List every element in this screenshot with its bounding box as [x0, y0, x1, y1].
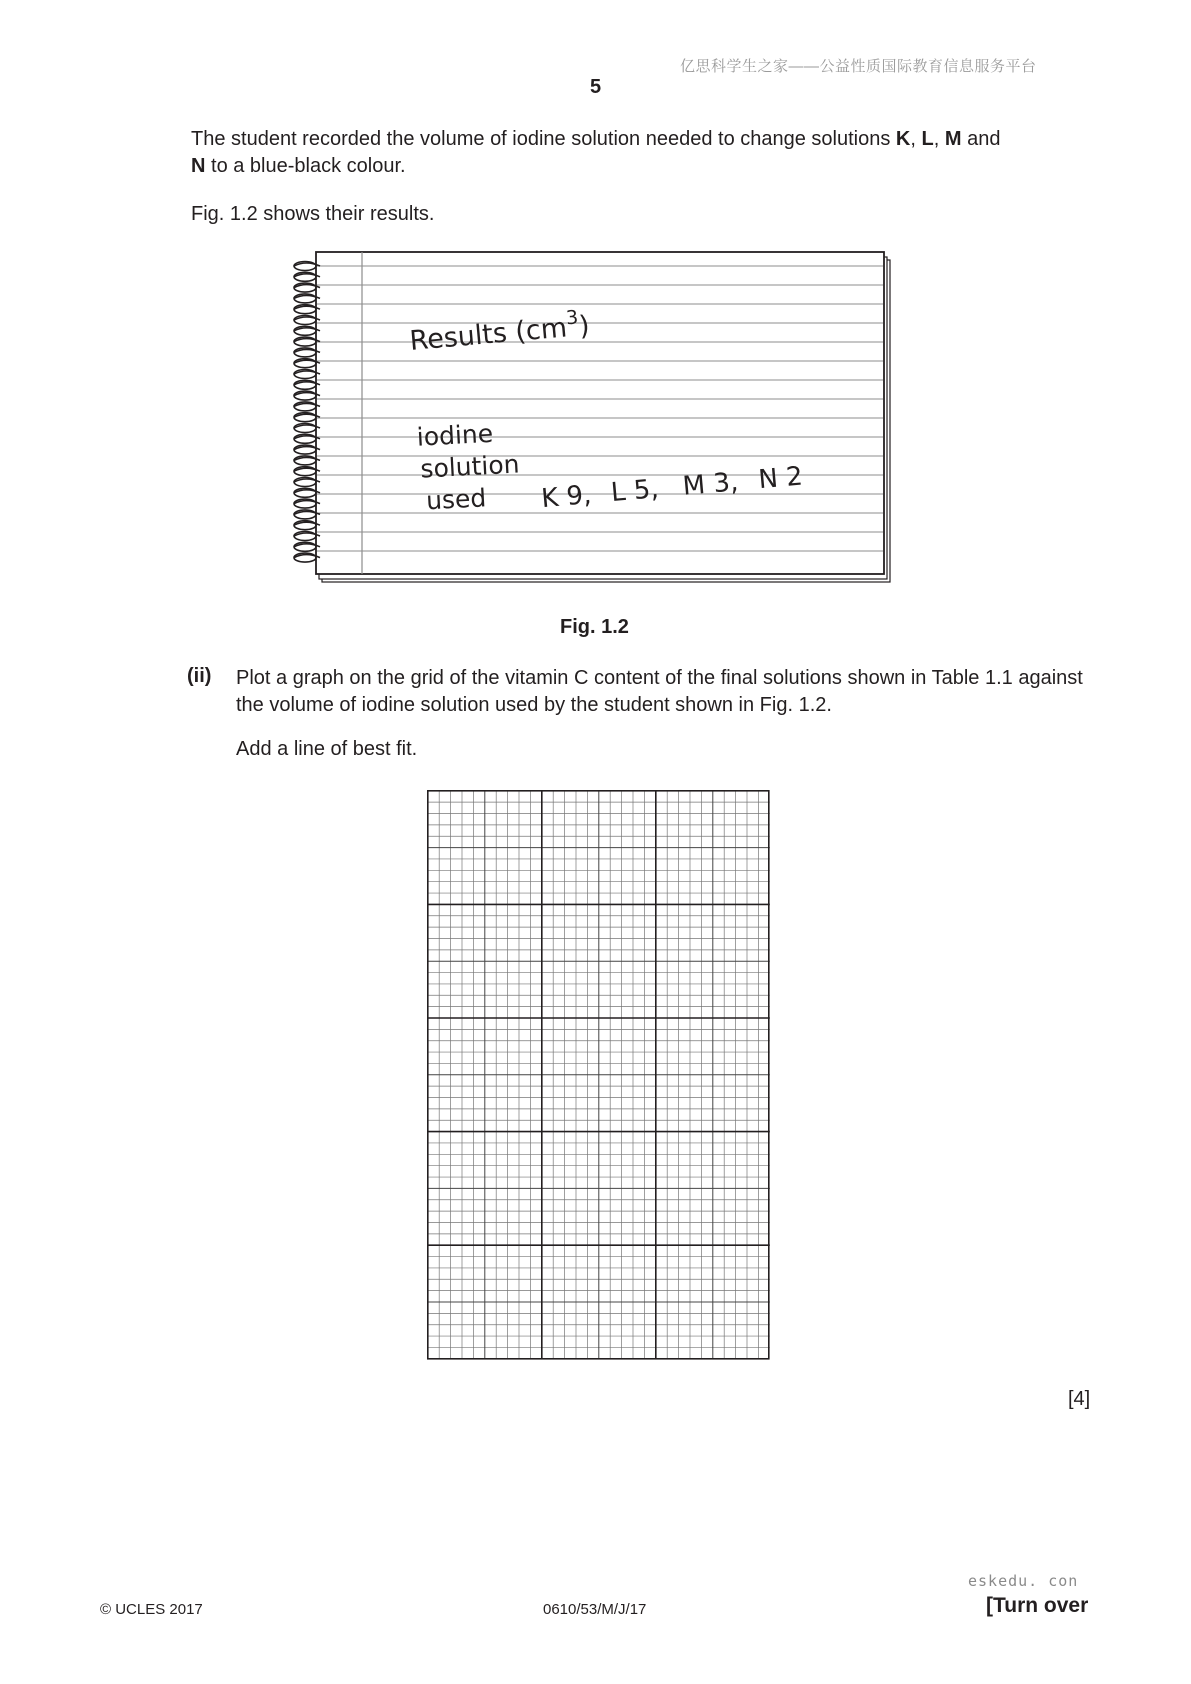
result-m: M 3, — [681, 467, 740, 502]
intro-text-b: to a blue-black colour. — [205, 155, 406, 177]
intro-sep-1: , — [910, 128, 922, 150]
solution-n: N — [191, 155, 206, 177]
figure-caption: Fig. 1.2 — [560, 616, 629, 638]
footer-watermark: eskedu. con — [968, 1572, 1079, 1590]
marks-allocation: [4] — [1068, 1388, 1091, 1410]
turn-over-label: [Turn over — [986, 1594, 1089, 1617]
footer-copyright: © UCLES 2017 — [100, 1601, 203, 1618]
results-heading: Results $(cm^3)$ — [408, 306, 591, 358]
intro-paragraph — [191, 126, 1096, 180]
solution-k: K — [895, 128, 911, 150]
result-l: L 5, — [609, 474, 660, 509]
label-line-solution: solution — [419, 449, 521, 484]
result-k: K 9, — [540, 479, 593, 515]
label-line-used: used — [425, 483, 487, 516]
question-text: Plot a graph on the grid of the vitamin C content of the final solutions shown in Table 1.1 against the volume of iodine solution used by the student shown in Fig. 1.2. — [236, 667, 1083, 716]
question-label: (ii) — [187, 665, 212, 687]
graph-grid[interactable] — [427, 790, 771, 1360]
result-n: N 2 — [757, 461, 804, 496]
notebook-figure — [290, 248, 910, 590]
header-watermark: 亿思科学生之家——公益性质国际教育信息服务平台 — [680, 58, 1037, 75]
page-number: 5 — [590, 76, 602, 98]
question-instruction: Add a line of best fit. — [236, 738, 418, 760]
solution-l: L — [921, 128, 934, 150]
label-line-iodine: iodine — [416, 418, 494, 452]
figure-reference: Fig. 1.2 shows their results. — [191, 203, 435, 225]
solution-m: M — [944, 128, 962, 150]
intro-sep-2: , — [933, 128, 945, 150]
footer-paper-code: 0610/53/M/J/17 — [543, 1601, 647, 1618]
intro-text-a: The student recorded the volume of iodine solution needed to change solutions — [191, 128, 896, 150]
intro-and: and — [961, 128, 1001, 150]
notebook-front-page — [316, 252, 884, 574]
grid-mid-lines — [428, 791, 770, 1359]
